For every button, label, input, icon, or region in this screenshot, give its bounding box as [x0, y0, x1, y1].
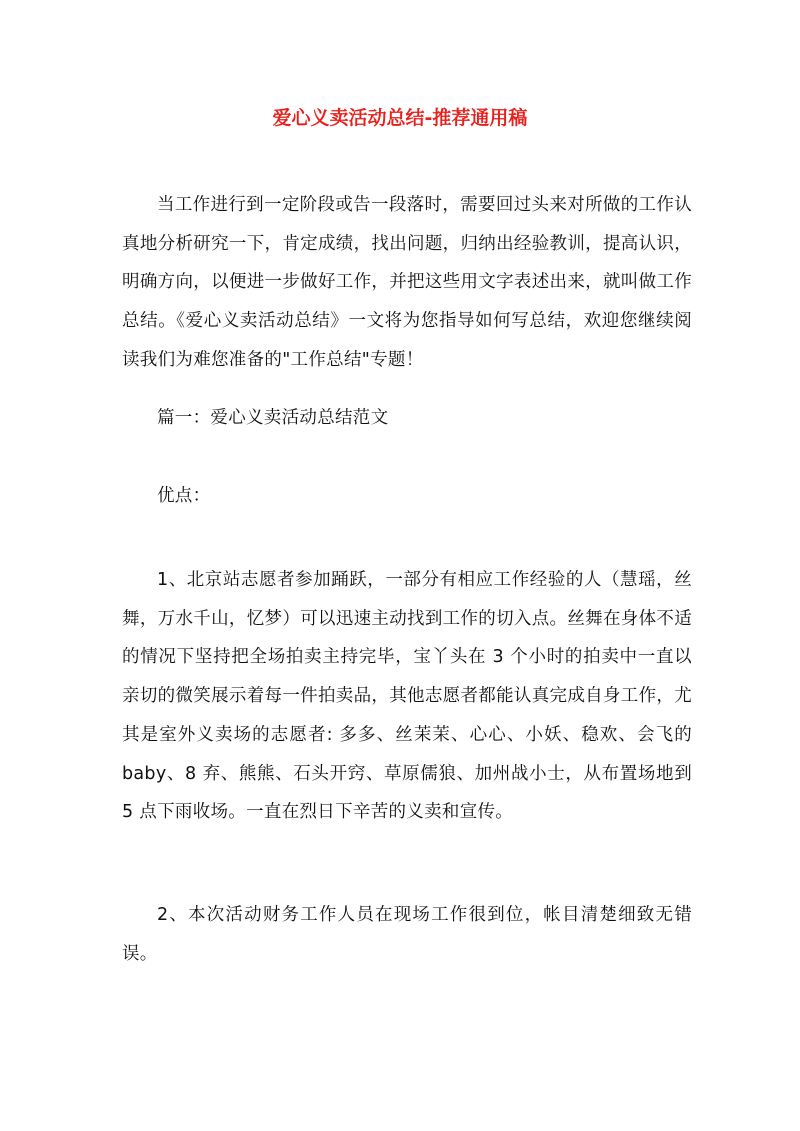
- list-item: 1、北京站志愿者参加踊跃，一部分有相应工作经验的人（慧瑶，丝舞，万水千山，忆梦）可以迅速主动找到工作的切入点。丝舞在身体不适的情况下坚持把全场拍卖主持完毕，宝丫头在 3 个小时的拍卖中一直以亲切的微笑展示着每一件拍卖品，其他志愿者都能认真完成自身工作，尤其是室外义卖场的志愿者: 多多、丝茉茉、心心、小妖、稳欢、会飞的 baby、8 弃、熊熊、石头开窍、草原儒狼、加州战小士，从布置场地到 5 点下雨收场。一直在烈日下辛苦的义卖和宣传。: [122, 570, 692, 823]
- intro-paragraph: 当工作进行到一定阶段或告一段落时，需要回过头来对所做的工作认真地分析研究一下，肯定成绩，找出问题，归纳出经验教训，提高认识，明确方向，以便进一步做好工作，并把这些用文字表述出来，就叫做工作总结。《爱心义卖活动总结》一文将为您指导如何写总结，欢迎您继续阅读我们为难您准备的"工作总结"专题！: [122, 195, 692, 370]
- document-title: 爱心义卖活动总结-推荐通用稿: [272, 107, 528, 129]
- subsection-heading: 优点：: [157, 486, 211, 506]
- list-item: 2、本次活动财务工作人员在现场工作很到位，帐目清楚细致无错误。: [122, 905, 692, 964]
- section-heading: 篇一：爱心义卖活动总结范文: [157, 408, 389, 428]
